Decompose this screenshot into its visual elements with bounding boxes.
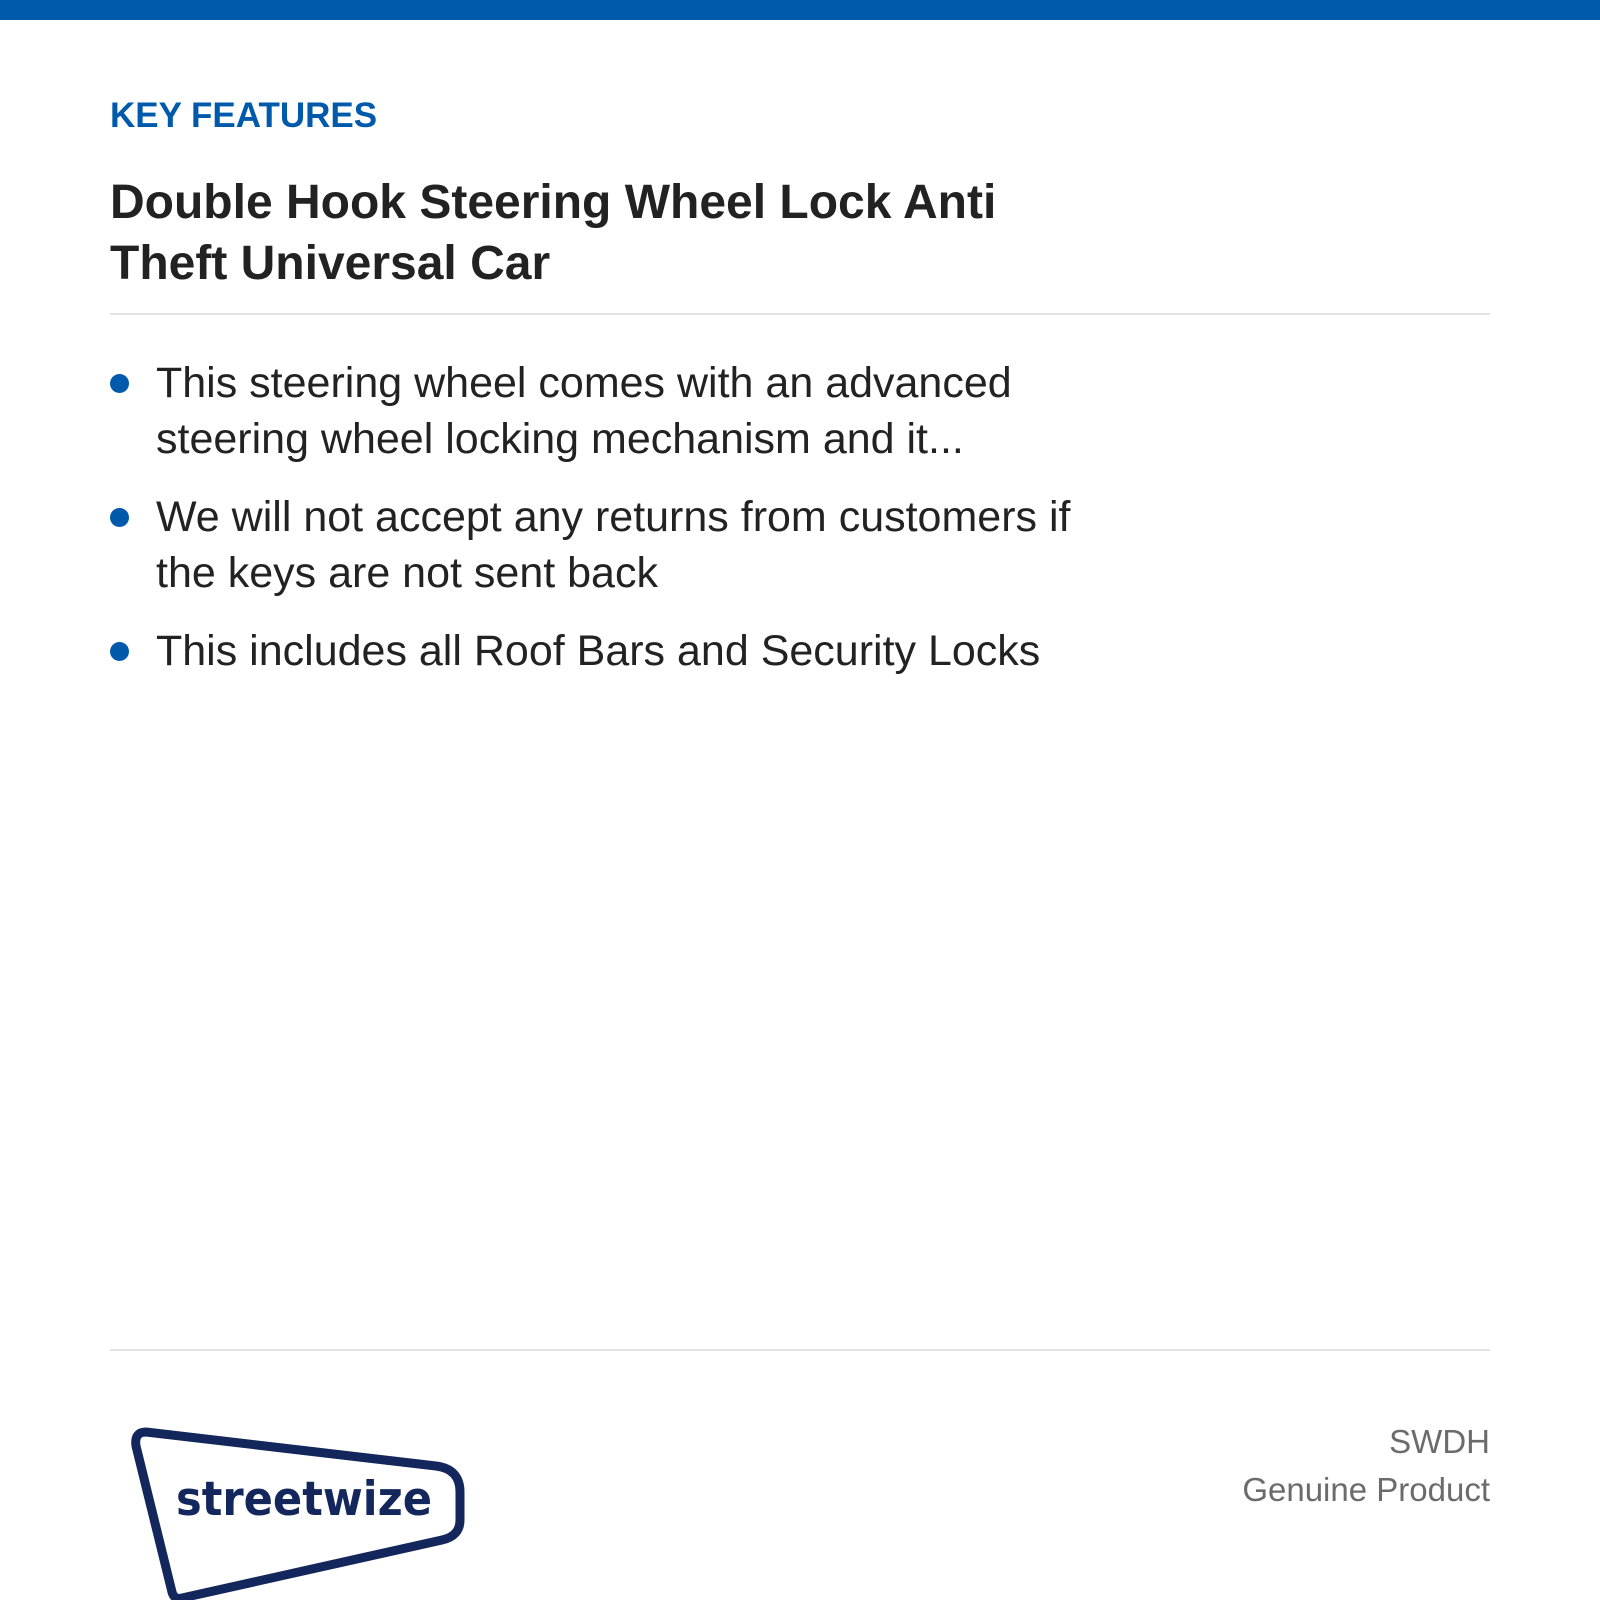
footer-divider — [110, 1349, 1490, 1351]
bullet-icon — [110, 508, 129, 527]
product-code: SWDH — [1389, 1423, 1490, 1460]
product-tagline: Genuine Product — [1242, 1471, 1490, 1508]
feature-text: This steering wheel comes with an advanced steering wheel locking mechanism and it... — [156, 359, 1012, 463]
section-label: KEY FEATURES — [110, 96, 378, 135]
streetwize-logo — [128, 1426, 480, 1600]
feature-item — [110, 489, 1110, 601]
product-title: Double Hook Steering Wheel Lock Anti Theft Universal Car — [110, 176, 997, 290]
feature-item — [110, 623, 1110, 679]
feature-text: This includes all Roof Bars and Security Locks — [156, 627, 1041, 675]
top-accent-bar — [0, 0, 1600, 20]
title-divider — [110, 313, 1490, 315]
bullet-icon — [110, 374, 129, 393]
feature-text: We will not accept any returns from customers if the keys are not sent back — [156, 493, 1071, 597]
feature-item — [110, 355, 1110, 467]
logo-wordmark: streetwize — [176, 1472, 432, 1527]
bullet-icon — [110, 642, 129, 661]
product-meta — [1242, 1418, 1490, 1514]
feature-list — [110, 355, 1110, 701]
